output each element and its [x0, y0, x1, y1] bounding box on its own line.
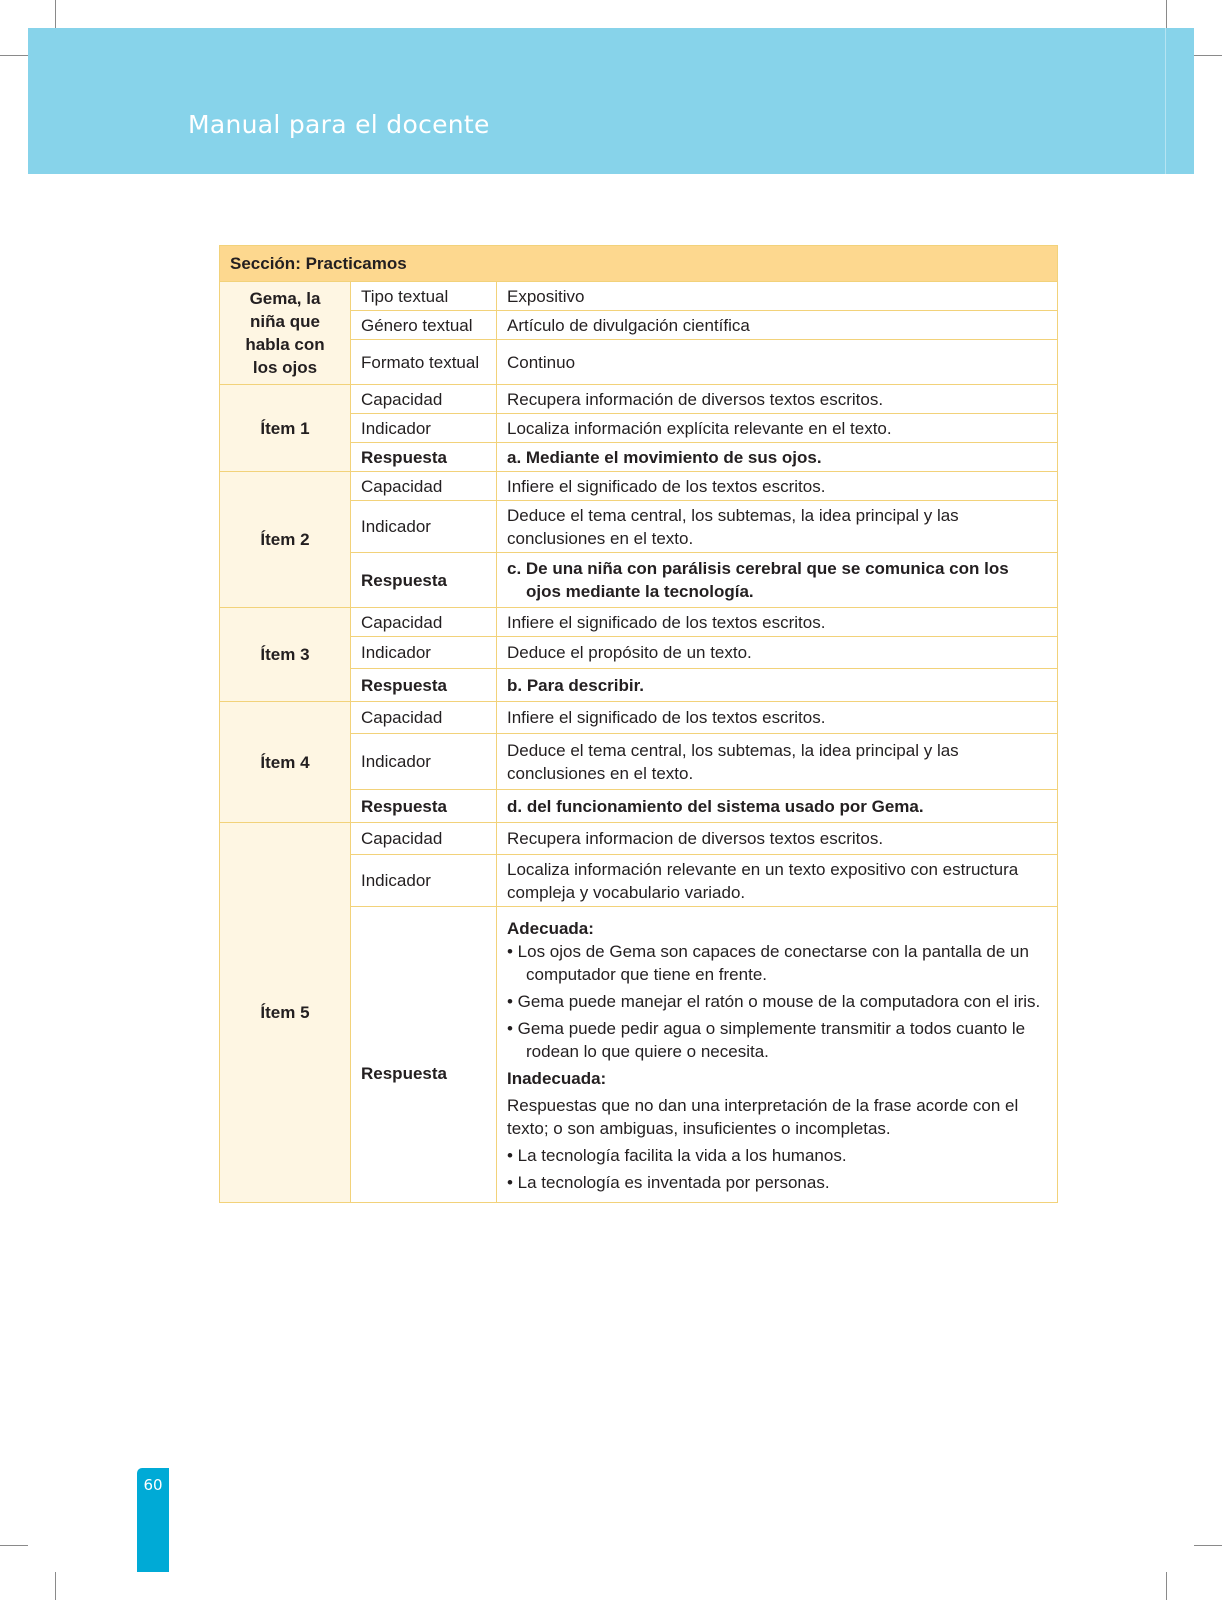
header-band — [28, 28, 1194, 174]
capacidad-value: Recupera información de diversos textos escritos. — [497, 385, 1058, 414]
item-label: Ítem 2 — [220, 472, 351, 608]
row-label: Respuesta — [351, 553, 497, 608]
respuesta-value: a. Mediante el movimiento de sus ojos. — [497, 443, 1058, 472]
crop-mark — [1194, 1545, 1222, 1546]
crop-mark — [1194, 55, 1222, 56]
header-divider — [1165, 28, 1166, 174]
adecuada-bullet: • Gema puede manejar el ratón o mouse de la computadora con el iris. — [507, 992, 1041, 1011]
table-row — [220, 385, 1058, 414]
indicador-value: Deduce el tema central, los subtemas, la idea principal y las conclusiones en el texto. — [497, 734, 1058, 790]
table-row — [220, 823, 1058, 855]
table-row — [220, 702, 1058, 734]
row-label: Indicador — [351, 414, 497, 443]
page-number-tab — [137, 1468, 169, 1572]
table-row — [220, 472, 1058, 501]
row-label: Respuesta — [351, 907, 497, 1203]
row-label: Capacidad — [351, 385, 497, 414]
inadecuada-text: Respuestas que no dan una interpretación de la frase acorde con el texto; o son ambiguas, insuficientes o incompletas. — [507, 1096, 1019, 1138]
adecuada-bullet: • Gema puede pedir agua o simplemente transmitir a todos cuanto le rodean lo que quiere o necesita. — [507, 1019, 1026, 1061]
crop-mark — [0, 1545, 28, 1546]
capacidad-value: Recupera informacion de diversos textos escritos. — [497, 823, 1058, 855]
section-header-row — [220, 246, 1058, 282]
row-label: Indicador — [351, 734, 497, 790]
row-label: Formato textual — [351, 340, 497, 385]
respuesta-value: d. del funcionamiento del sistema usado por Gema. — [497, 790, 1058, 823]
page-title: Manual para el docente — [188, 110, 490, 139]
table-row — [220, 608, 1058, 637]
indicador-value: Localiza información explícita relevante en el texto. — [497, 414, 1058, 443]
item-label: Ítem 1 — [220, 385, 351, 472]
text-title-line: Gema, la — [249, 289, 321, 308]
item-label: Ítem 3 — [220, 608, 351, 702]
capacidad-value: Infiere el significado de los textos escritos. — [497, 702, 1058, 734]
indicador-value: Deduce el propósito de un texto. — [497, 637, 1058, 669]
capacidad-value: Infiere el significado de los textos escritos. — [497, 472, 1058, 501]
text-title-cell — [220, 282, 351, 385]
respuesta-text: c. De una niña con parálisis cerebral que se comunica con los ojos mediante la tecnología. — [507, 559, 1009, 601]
item-label: Ítem 4 — [220, 702, 351, 823]
page-number: 60 — [143, 1476, 163, 1494]
adecuada-heading: Adecuada: — [507, 919, 594, 938]
row-value: Continuo — [497, 340, 1058, 385]
row-label: Respuesta — [351, 790, 497, 823]
crop-mark — [55, 0, 56, 28]
respuesta-value — [497, 907, 1058, 1203]
text-title-line: niña que — [250, 312, 320, 331]
table-row — [220, 282, 1058, 311]
row-label: Capacidad — [351, 823, 497, 855]
row-value: Artículo de divulgación científica — [497, 311, 1058, 340]
text-title-line: los ojos — [252, 358, 318, 377]
capacidad-value: Infiere el significado de los textos escritos. — [497, 608, 1058, 637]
inadecuada-heading: Inadecuada: — [507, 1069, 607, 1088]
item-label: Ítem 5 — [220, 823, 351, 1203]
row-label: Respuesta — [351, 669, 497, 702]
indicador-value: Deduce el tema central, los subtemas, la idea principal y las conclusiones en el texto. — [497, 501, 1058, 553]
row-label: Indicador — [351, 637, 497, 669]
crop-mark — [0, 55, 28, 56]
row-label: Capacidad — [351, 702, 497, 734]
section-title: Sección: Practicamos — [220, 246, 1058, 282]
adecuada-bullet: • Los ojos de Gema son capaces de conectarse con la pantalla de un computador que tiene en frente. — [507, 942, 1029, 984]
row-label: Indicador — [351, 501, 497, 553]
respuesta-value: b. Para describir. — [497, 669, 1058, 702]
inadecuada-bullet: • La tecnología facilita la vida a los humanos. — [507, 1146, 847, 1165]
row-label: Género textual — [351, 311, 497, 340]
crop-mark — [1166, 1572, 1167, 1600]
crop-mark — [55, 1572, 56, 1600]
crop-mark — [1166, 0, 1167, 28]
row-value: Expositivo — [497, 282, 1058, 311]
indicador-value: Localiza información relevante en un texto expositivo con estructura compleja y vocabulario variado. — [497, 855, 1058, 907]
respuesta-value — [497, 553, 1058, 608]
row-label: Tipo textual — [351, 282, 497, 311]
row-label: Capacidad — [351, 608, 497, 637]
text-title-line: habla con — [245, 335, 325, 354]
row-label: Capacidad — [351, 472, 497, 501]
row-label: Indicador — [351, 855, 497, 907]
inadecuada-bullet: • La tecnología es inventada por personas. — [507, 1173, 830, 1192]
answer-rubric-table — [219, 245, 1058, 1203]
row-label: Respuesta — [351, 443, 497, 472]
